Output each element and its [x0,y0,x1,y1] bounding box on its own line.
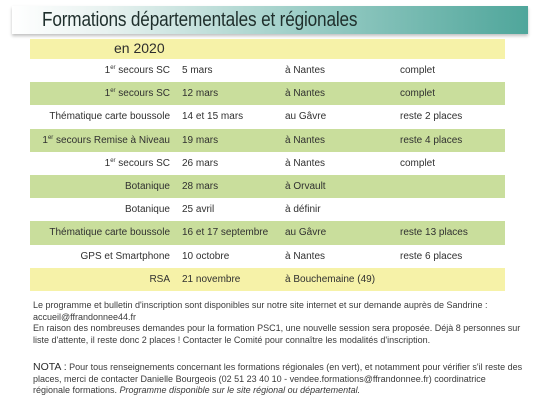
table-row [30,268,505,291]
title-text: GPS et Smartphone [80,250,170,262]
training-location: à Nantes [285,65,326,76]
training-title [81,251,171,262]
training-status: reste 6 places [400,250,463,262]
training-date: 12 mars [182,88,219,100]
psc1-note [33,323,523,346]
table-body [30,59,505,291]
program-note-text: Le programme et bulletin d'inscription sont disponibles sur notre site internet et sur demande auprès de Sandrine : accueil@ffrandonnee44.fr [33,300,488,322]
table-row [30,221,505,244]
title-banner [12,6,528,34]
trainings-table [30,39,505,291]
training-title [105,65,170,76]
training-date: 19 mars [182,134,219,146]
training-date: 16 et 17 septembre [182,227,269,239]
training-date: 21 novembre [182,273,241,285]
title-text: secours Remise à Niveau [53,134,170,146]
nota-body-text: Pour tous renseignements concernant les formations régionales (en vert), et notamment pour vérifier s'il reste des places, merci de contacter Danielle Bourgeois (02 51 23 40 10 - vendee.formations@ffrandonnee.fr) coordinatrice régionale formations. [33,362,523,395]
title-text: Thématique carte boussole [49,111,170,123]
training-location: à Nantes [285,88,326,100]
nota-note [33,362,523,397]
training-status: complet [400,88,436,100]
training-date: 10 octobre [182,250,230,262]
training-title [49,111,170,122]
training-title [105,158,170,169]
title-prefix: 1 [104,157,111,169]
program-note [33,300,523,323]
title-text: secours SC [115,65,170,76]
nota-italic-text: Programme disponible sur le site régional ou départemental. [119,385,361,395]
table-row [30,152,505,175]
training-location: à définir [285,204,321,216]
training-location: à Nantes [285,157,326,169]
nota-label: NOTA : [33,361,67,373]
year-label: en 2020 [114,40,165,56]
training-date: 5 mars [182,65,213,76]
title-text: Botanique [124,180,170,192]
table-row [30,129,505,152]
training-status: reste 2 places [400,111,463,123]
table-row [30,59,505,82]
training-location: à Nantes [285,134,326,146]
title-prefix: 1 [104,65,111,76]
title-superscript: er [47,134,54,141]
training-title [125,204,170,215]
title-text: Botanique [124,204,170,216]
training-location: à Nantes [285,250,326,262]
table-row [30,82,505,105]
title-superscript: er [110,157,116,164]
title-superscript: er [110,65,116,71]
training-date: 26 mars [182,157,219,169]
training-date: 25 avril [182,204,215,216]
page-title: Formations départementales et régionales [42,9,358,31]
training-title [125,181,170,192]
training-location: au Gâvre [285,227,327,239]
title-text: RSA [149,273,170,285]
training-status: complet [400,157,436,169]
training-date: 28 mars [182,180,219,192]
table-row [30,105,505,128]
training-location: au Gâvre [285,111,327,123]
title-text: Thématique carte boussole [49,227,170,239]
training-location: à Bouchemaine (49) [285,273,376,285]
training-title [149,274,170,285]
training-title [49,227,170,238]
training-date: 14 et 15 mars [182,111,244,123]
title-superscript: er [110,88,116,95]
year-header-row [30,39,505,59]
training-status: reste 13 places [400,227,468,239]
table-row [30,175,505,198]
training-title [42,135,170,146]
title-prefix: 1 [42,134,48,146]
table-row [30,245,505,268]
training-status: reste 4 places [400,134,463,146]
training-status: complet [400,65,436,76]
table-row [30,198,505,221]
title-prefix: 1 [104,88,111,100]
psc1-note-text: En raison des nombreuses demandes pour la formation PSC1, une nouvelle session sera proposée. Déjà 8 personnes sur liste d'attente, il reste donc 2 places ! Contacter le Comité pour connaître les modalités d'inscription. [33,323,521,345]
training-title [105,88,170,99]
title-text: secours SC [115,157,170,169]
title-text: secours SC [115,88,170,100]
training-location: à Orvault [285,180,326,192]
